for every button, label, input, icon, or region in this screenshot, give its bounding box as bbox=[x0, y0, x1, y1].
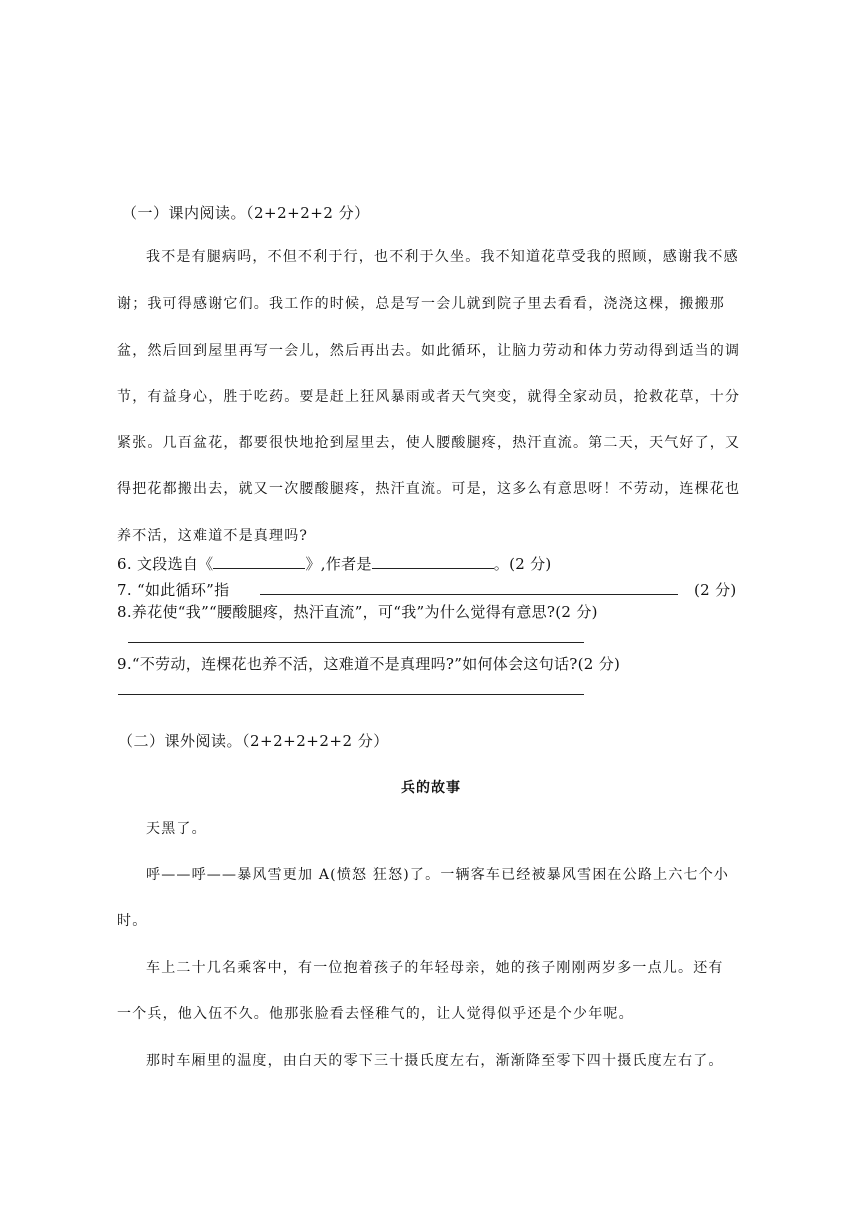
book-title-blank[interactable] bbox=[213, 554, 305, 569]
story-line-5: 一个兵，他入伍不久。他那张脸看去怪稚气的，让人觉得似乎还是个少年呢。 bbox=[117, 1006, 634, 1022]
section1-line-2: 谢；我可得感谢它们。我工作的时候，总是写一会儿就到院子里去看看，浇浇这棵，搬搬那 bbox=[117, 296, 725, 312]
question-9: 9.“不劳动，连棵花也养不活，这难道不是真理吗?”如何体会这句话?(2 分) bbox=[117, 655, 621, 673]
section1-line-4: 节，有益身心，胜于吃药。要是赶上狂风暴雨或者天气突变，就得全家动员，抢救花草，十分 bbox=[117, 389, 741, 405]
question-8: 8.养花使“我”“腰酸腿疼，热汗直流”，可“我”为什么觉得有意思?(2 分) bbox=[117, 603, 598, 621]
section1-heading: （一）课内阅读。（2+2+2+2 分） bbox=[122, 204, 370, 222]
question-6-middle: 》,作者是 bbox=[305, 555, 372, 573]
question-7-answer-line[interactable] bbox=[260, 594, 678, 595]
story-line-1: 天黑了。 bbox=[146, 821, 207, 837]
story-line-3: 时。 bbox=[117, 913, 148, 929]
story-line-6: 那时车厢里的温度，由白天的零下三十摄氏度左右，渐渐降至零下四十摄氏度左右了。 bbox=[146, 1053, 724, 1069]
question-6-suffix: 。(2 分) bbox=[493, 555, 552, 573]
question-6 bbox=[117, 553, 552, 574]
question-7-prompt: 7. “如此循环”指 bbox=[117, 581, 230, 599]
section1-line-1: 我不是有腿病吗，不但不利于行，也不利于久坐。我不知道花草受我的照顾，感谢我不感 bbox=[146, 249, 739, 265]
section1-line-5: 紧张。几百盆花，都要很快地抢到屋里去，使人腰酸腿疼，热汗直流。第二天，天气好了，又 bbox=[117, 435, 741, 451]
section1-line-7: 养不活，这难道不是真理吗? bbox=[117, 528, 309, 544]
author-blank[interactable] bbox=[372, 554, 494, 569]
story-line-2: 呼——呼——暴风雪更加 A(愤怒 狂怒)了。一辆客车已经被暴风雪困在公路上六七个小 bbox=[146, 867, 730, 883]
story-line-4: 车上二十几名乘客中，有一位抱着孩子的年轻母亲，她的孩子刚刚两岁多一点儿。还有 bbox=[146, 960, 724, 976]
question-9-answer-line[interactable] bbox=[118, 694, 584, 695]
section2-heading: （二）课外阅读。（2+2+2+2+2 分） bbox=[118, 732, 389, 750]
question-6-prefix: 6. 文段选自《 bbox=[117, 555, 214, 573]
story-title: 兵的故事 bbox=[401, 780, 461, 796]
question-8-answer-line[interactable] bbox=[128, 642, 584, 643]
question-7-points: (2 分) bbox=[694, 581, 737, 599]
section1-line-3: 盆，然后回到屋里再写一会儿，然后再出去。如此循环，让脑力劳动和体力劳动得到适当的调 bbox=[117, 343, 741, 359]
section1-line-6: 得把花都搬出去，就又一次腰酸腿疼，热汗直流。可是，这多么有意思呀！不劳动，连棵花也 bbox=[117, 481, 741, 497]
